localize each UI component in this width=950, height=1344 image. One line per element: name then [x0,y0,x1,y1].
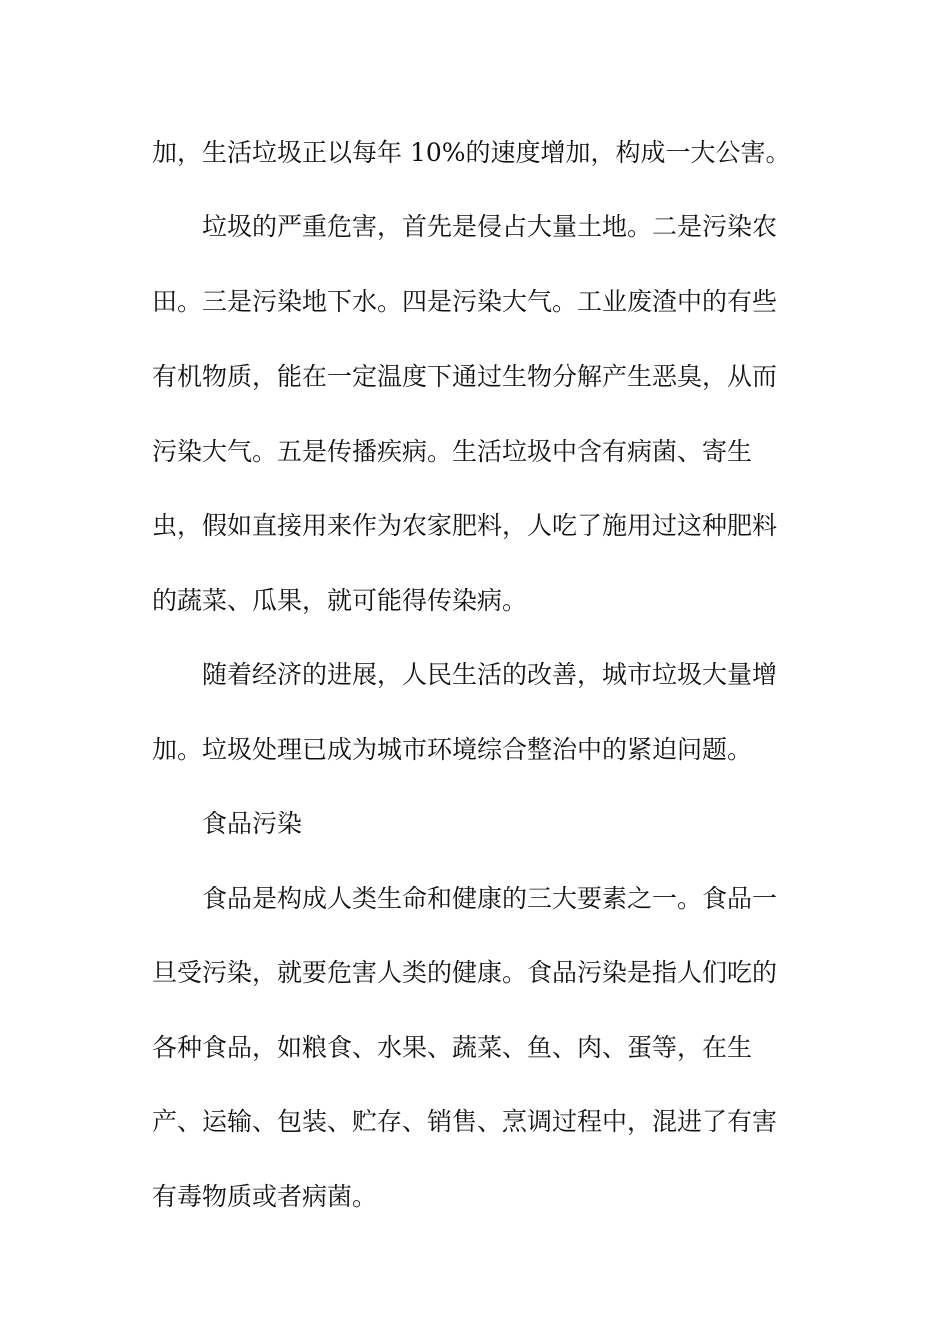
paragraph-start: 随着经济的进展，人民生活的改善，城市垃圾大量增 [202,660,778,689]
section-heading: 食品污染 [202,809,303,838]
text-line: 加。垃圾处理已成为城市环境综合整治中的紧迫问题。 [152,735,753,764]
text-line: 田。三是污染地下水。四是污染大气。工业废渣中的有些 [152,287,778,316]
paragraph-start: 垃圾的严重危害，首先是侵占大量土地。二是污染农 [202,212,778,241]
text-line: 的蔬菜、瓜果，就可能得传染病。 [152,586,528,615]
text-line: 污染大气。五是传播疾病。生活垃圾中含有病菌、寄生 [152,437,753,466]
text-line: 产、运输、包装、贮存、销售、烹调过程中，混进了有害 [152,1107,778,1136]
text-line: 各种食品，如粮食、水果、蔬菜、鱼、肉、蛋等，在生 [152,1033,753,1062]
text-line: 加，生活垃圾正以每年 10%的速度增加，构成一大公害。 [152,138,791,167]
text-line: 旦受污染，就要危害人类的健康。食品污染是指人们吃的 [152,958,778,987]
text-line: 有毒物质或者病菌。 [152,1182,378,1211]
text-line: 虫，假如直接用来作为农家肥料，人吃了施用过这种肥料 [152,511,778,540]
paragraph-start: 食品是构成人类生命和健康的三大要素之一。食品一 [202,884,778,913]
text-line: 有机物质，能在一定温度下通过生物分解产生恶臭，从而 [152,362,778,391]
